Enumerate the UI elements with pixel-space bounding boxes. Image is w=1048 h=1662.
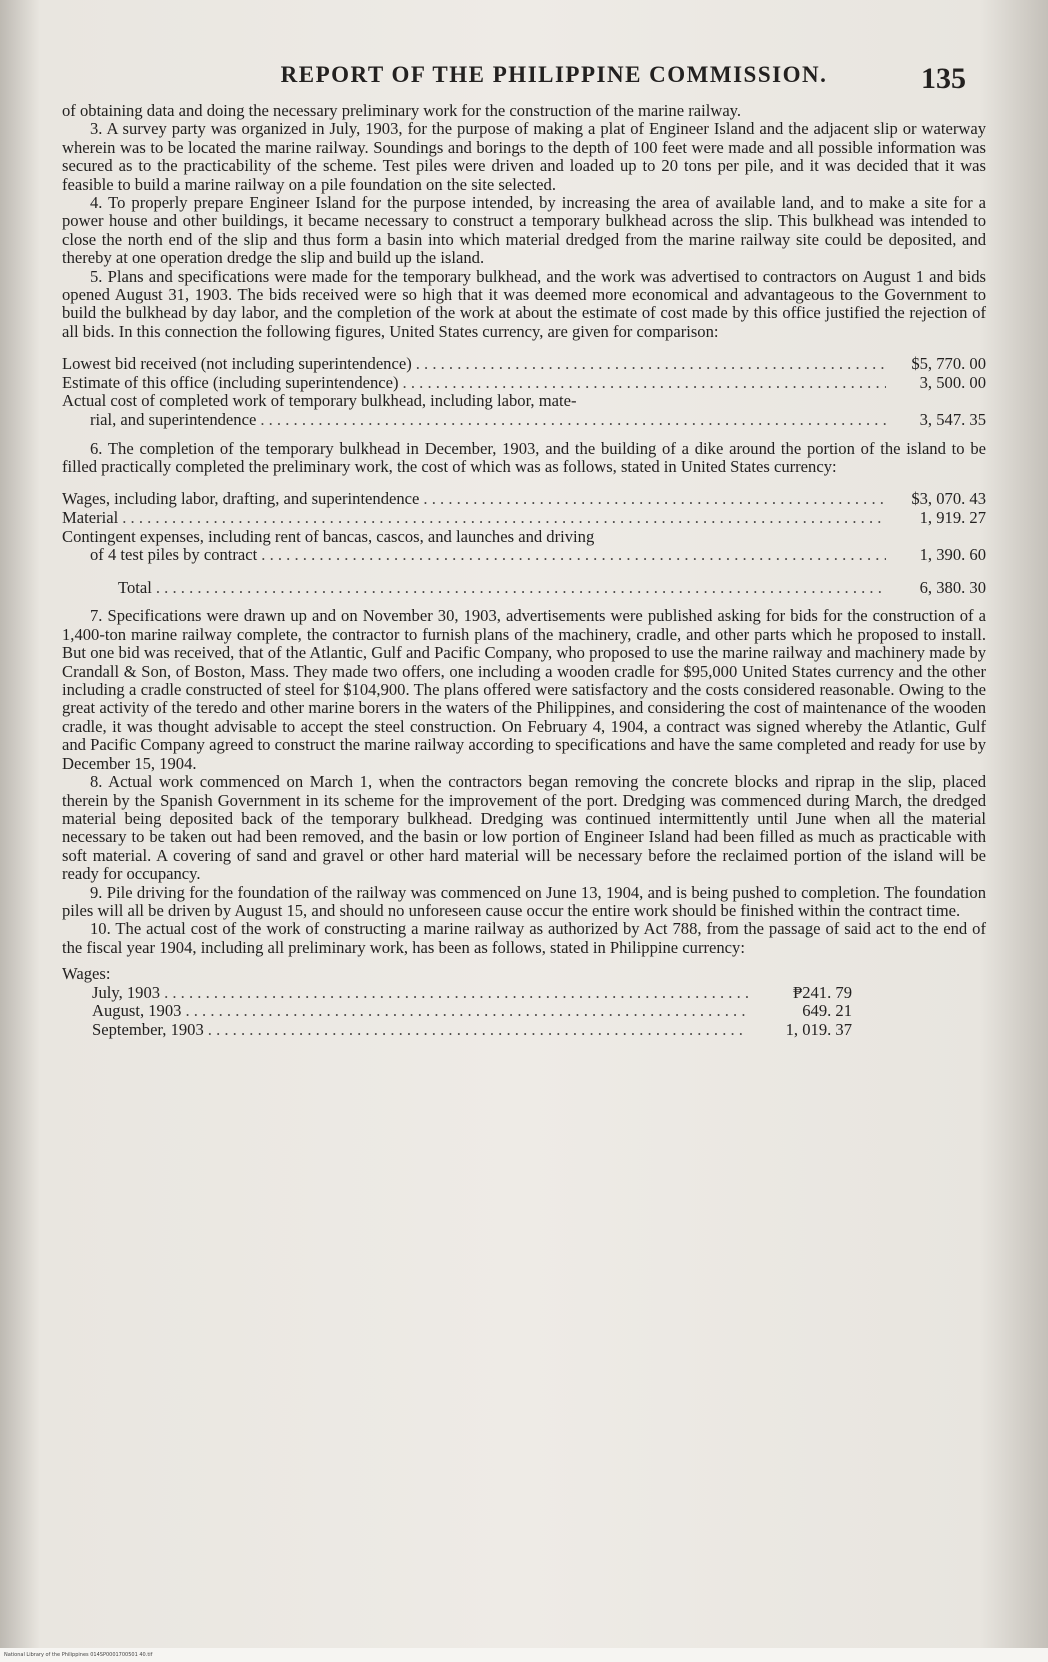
row-label: of 4 test piles by contract <box>90 545 258 565</box>
dot-leader <box>403 374 886 393</box>
preliminary-cost-table <box>62 490 986 597</box>
page-header <box>62 62 986 102</box>
table-row <box>62 374 986 393</box>
wages-heading: Wages: <box>62 964 111 984</box>
row-label: Lowest bid received (not including superintendence) <box>62 354 412 374</box>
row-amount: 1, 390. 60 <box>919 545 986 565</box>
running-title: REPORT OF THE PHILIPPINE COMMISSION. <box>280 62 828 87</box>
table-row <box>62 490 986 509</box>
page-content <box>62 62 986 1040</box>
row-label: Material <box>62 508 119 528</box>
dot-leader <box>156 579 886 598</box>
scan-credit-text: National Library of the Philippines 014SP0001700501 40.tif <box>4 1652 153 1658</box>
table-row <box>62 528 986 547</box>
row-amount: ₱241. 79 <box>792 982 852 1002</box>
paragraph-intro: of obtaining data and doing the necessary preliminary work for the construction of the marine railway. <box>62 101 742 120</box>
dot-leader <box>122 509 886 528</box>
paragraph-7: 7. Specifications were drawn up and on November 30, 1903, advertisements were published asking for bids for the construction of a 1,400-ton marine railway complete, the contractor to furnish plans of the machinery, cradle, and other parts which he proposed to install. But one bid was received, that of the Atlantic, Gulf and Pacific Company, who proposed to use the marine railway and machinery made by Crandall & Son, of Boston, Mass. They made two offers, one including a wooden cradle for $95,000 United States currency and the other including a cradle constructed of steel for $104,900. The plans offered were satisfactory and the costs considered reasonable. Owing to the great activity of the teredo and other marine borers in the waters of the Philippines, and considering the cost of maintenance of the wooden cradle, it was thought advisable to accept the steel construction. On February 4, 1904, a contract was signed whereby the Atlantic, Gulf and Pacific Company agreed to construct the marine railway according to specifications and have the same completed and ready for use by December 15, 1904. <box>62 606 986 773</box>
dot-leader <box>164 984 748 1003</box>
dot-leader <box>185 1002 748 1021</box>
row-amount: 1, 019. 37 <box>785 1019 852 1039</box>
row-label: Estimate of this office (including superintendence) <box>62 372 399 392</box>
table-row <box>62 392 986 411</box>
paragraph-5: 5. Plans and specifications were made for the temporary bulkhead, and the work was advertised to contractors on August 1 and bids opened August 31, 1903. The bids received were so high that it was deemed more economical and advantageous to the Government to build the bulkhead by day labor, and the completion of the work at about the estimate of cost made by this office justified the rejection of all bids. In this connection the following figures, United States currency, are given for comparison: <box>62 266 986 341</box>
row-amount: 3, 547. 35 <box>919 410 986 430</box>
row-amount: 1, 919. 27 <box>919 508 986 528</box>
dot-leader <box>208 1021 748 1040</box>
row-label: August, 1903 <box>92 1001 182 1021</box>
row-label: Actual cost of completed work of temporary bulkhead, including labor, mate- <box>62 391 577 411</box>
paragraph-3: 3. A survey party was organized in July, 1903, for the purpose of making a plat of Engineer Island and the adjacent slip or waterway wherein was to be located the marine railway. Soundings and borings to the depth of 100 feet were made and all possible information was secured as to the practicability of the scheme. Test piles were driven and loaded up to 20 tons per pile, and it was decided that it was feasible to build a marine railway on a pile foundation on the site selected. <box>62 119 986 194</box>
row-label: September, 1903 <box>92 1019 204 1039</box>
table-row <box>62 355 986 374</box>
total-amount: 6, 380. 30 <box>919 577 986 597</box>
paragraph-4: 4. To properly prepare Engineer Island for the purpose intended, by increasing the area of available land, and to make a site for a power house and other buildings, it became necessary to construct a temporary bulkhead across the slip. This bulkhead was intended to close the north end of the slip and thus form a basin into which material dredged from the marine railway site could be deposited, and thereby at one operation dredge the slip and build up the island. <box>62 193 986 268</box>
table-row <box>62 509 986 528</box>
total-label: Total <box>118 577 152 597</box>
dot-leader <box>260 411 886 430</box>
row-label: July, 1903 <box>92 982 161 1002</box>
comparison-table <box>62 355 986 429</box>
paragraph-9: 9. Pile driving for the foundation of the railway was commenced on June 13, 1904, and is being pushed to completion. The foundation piles will all be driven by August 15, and should no unforeseen cause occur the entire work should be finished within the contract time. <box>62 882 986 920</box>
row-amount: $3, 070. 43 <box>911 489 986 509</box>
wages-table <box>62 965 986 1039</box>
table-heading <box>62 965 822 984</box>
table-row <box>62 1021 852 1040</box>
dot-leader <box>416 355 886 374</box>
paragraph-10: 10. The actual cost of the work of constructing a marine railway as authorized by Act 788, from the passage of said act to the end of the fiscal year 1904, including all preliminary work, has been as follows, stated in Philippine currency: <box>62 919 986 957</box>
scan-credit-strip <box>0 1648 1048 1662</box>
row-amount: 649. 21 <box>802 1001 852 1021</box>
row-amount: $5, 770. 00 <box>911 354 986 374</box>
paragraph-6: 6. The completion of the temporary bulkhead in December, 1903, and the building of a dike around the portion of the island to be filled practically completed the preliminary work, the cost of which was as follows, stated in United States currency: <box>62 438 986 477</box>
table-row <box>62 411 986 430</box>
table-row <box>62 1002 852 1021</box>
row-label: Wages, including labor, drafting, and superintendence <box>62 489 420 509</box>
dot-leader <box>423 490 886 509</box>
row-amount: 3, 500. 00 <box>919 372 986 392</box>
dot-leader <box>261 546 886 565</box>
row-label: Contingent expenses, including rent of bancas, cascos, and launches and driving <box>62 526 595 546</box>
total-row <box>62 579 986 598</box>
paragraph-8: 8. Actual work commenced on March 1, when the contractors began removing the concrete blocks and riprap in the slip, placed therein by the Spanish Government in its scheme for the improvement of the port. Dredging was commenced during March, the dredged material being deposited back of the temporary bulkhead. Dredging was continued intermittently until June when all the material necessary to be taken out had been removed, and the basin or low portion of Engineer Island had been filled as much as practicable with soft material. A covering of sand and gravel or other hard material will be necessary before the reclaimed portion of the island will be ready for occupancy. <box>62 772 986 884</box>
row-label: rial, and superintendence <box>90 410 257 430</box>
table-row <box>62 546 986 565</box>
page-number: 135 <box>921 62 966 95</box>
table-row <box>62 984 852 1003</box>
